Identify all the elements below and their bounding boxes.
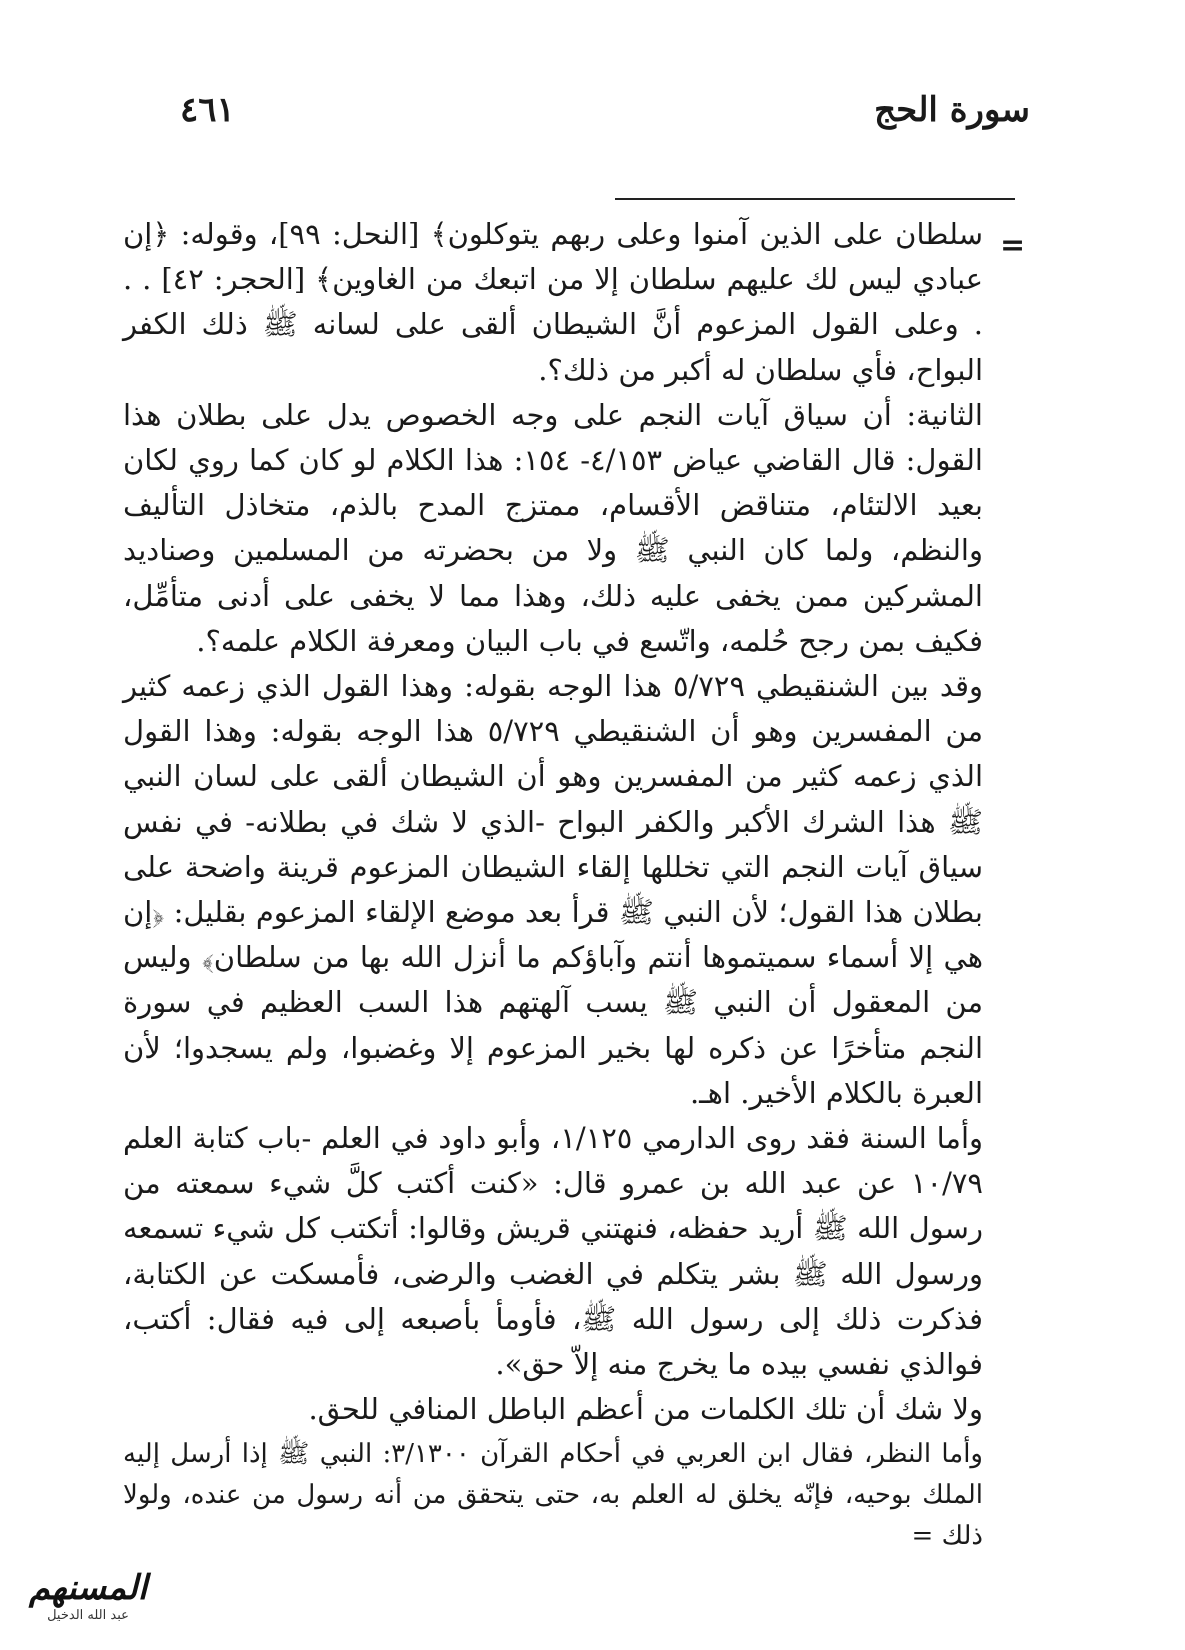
paragraph-1: سلطان على الذين آمنوا وعلى ربهم يتوكلون﴾ [النحل: ٩٩]، وقوله: ﴿إن عبادي ليس لك عليهم سلطان إلا من اتبعك من الغاوين﴾ [الحجر: ٤٢] . . . وعلى القول المزعوم أنَّ الشيطان ألقى على لسانه ﷺ ذلك الكفر البواح، فأي سلطان له أكبر من ذلك؟. bbox=[123, 217, 984, 387]
continuation-mark: = bbox=[1000, 228, 1026, 263]
page-header bbox=[180, 78, 1030, 128]
paragraph-4: وأما السنة فقد روى الدارمي ١/١٢٥، وأبو داود في العلم -باب كتابة العلم ١٠/٧٩ عن عبد الله بن عمرو قال: «كنت أكتب كلَّ شيء سمعته من رسول الله ﷺ أريد حفظه، فنهتني قريش وقالوا: أتكتب كل شيء تسمعه ورسول الله ﷺ بشر يتكلم في الغضب والرضى، فأمسكت عن الكتابة، فذكرت ذلك إلى رسول الله ﷺ، فأومأ بأصبعه إلى فيه فقال: أكتب، فوالذي نفسي بيده ما يخرج منه إلاّ حق». bbox=[123, 1121, 983, 1382]
surah-title: سورة الحج bbox=[874, 90, 1030, 130]
paragraph-small: وأما النظر، فقال ابن العربي في أحكام القرآن ٣/١٣٠٠: النبي ﷺ إذا أرسل إليه الملك بوحيه، فإنّه يخلق له العلم به، حتى يتحقق من أنه رسول من عنده، ولولا ذلك = bbox=[123, 1439, 983, 1552]
seal-main-text: المسنهم bbox=[28, 1568, 148, 1608]
footnote-body bbox=[123, 212, 983, 1557]
seal-sub-text: عبد الله الدخيل bbox=[47, 1608, 129, 1623]
page-number: ٤٦١ bbox=[180, 90, 235, 130]
paragraph-3: وقد بين الشنقيطي ٥/٧٢٩ هذا الوجه بقوله: وهذا القول الذي زعمه كثير من المفسرين وهو أن الشنقيطي ٥/٧٢٩ هذا الوجه بقوله: وهذا القول الذي زعمه كثير من المفسرين وهو أن الشيطان ألقى على لسان النبي ﷺ هذا الشرك الأكبر والكفر البواح -الذي لا شك في بطلانه- في نفس سياق آيات النجم التي تخللها إلقاء الشيطان المزعوم قرينة واضحة على بطلان هذا القول؛ لأن النبي ﷺ قرأ بعد موضع الإلقاء المزعوم بقليل: ﴿إن هي إلا أسماء سميتموها أنتم وآباؤكم ما أنزل الله بها من سلطان﴾ وليس من المعقول أن النبي ﷺ يسب آلهتهم هذا السب العظيم في سورة النجم متأخرًا عن ذكره لها بخير المزعوم إلا وغضبوا، ولم يسجدوا؛ لأن العبرة بالكلام الأخير. اهـ. bbox=[123, 669, 983, 1110]
footnote-separator-rule bbox=[615, 198, 1015, 200]
paragraph-2: الثانية: أن سياق آيات النجم على وجه الخصوص يدل على بطلان هذا القول: قال القاضي عياض ٤/١٥٣- ١٥٤: هذا الكلام لو كان كما روي لكان بعيد الالتئام، متناقض الأقسام، ممتزج المدح بالذم، متخاذل التأليف والنظم، ولما كان النبي ﷺ ولا من بحضرته من المسلمين وصناديد المشركين ممن يخفى عليه ذلك، وهذا مما لا يخفى على أدنى متأمِّل، فكيف بمن رجح حُلمه، واتّسع في باب البيان ومعرفة الكلام علمه؟. bbox=[123, 397, 983, 658]
paragraph-5: ولا شك أن تلك الكلمات من أعظم الباطل المنافي للحق. bbox=[308, 1392, 983, 1427]
library-seal bbox=[18, 1568, 158, 1632]
